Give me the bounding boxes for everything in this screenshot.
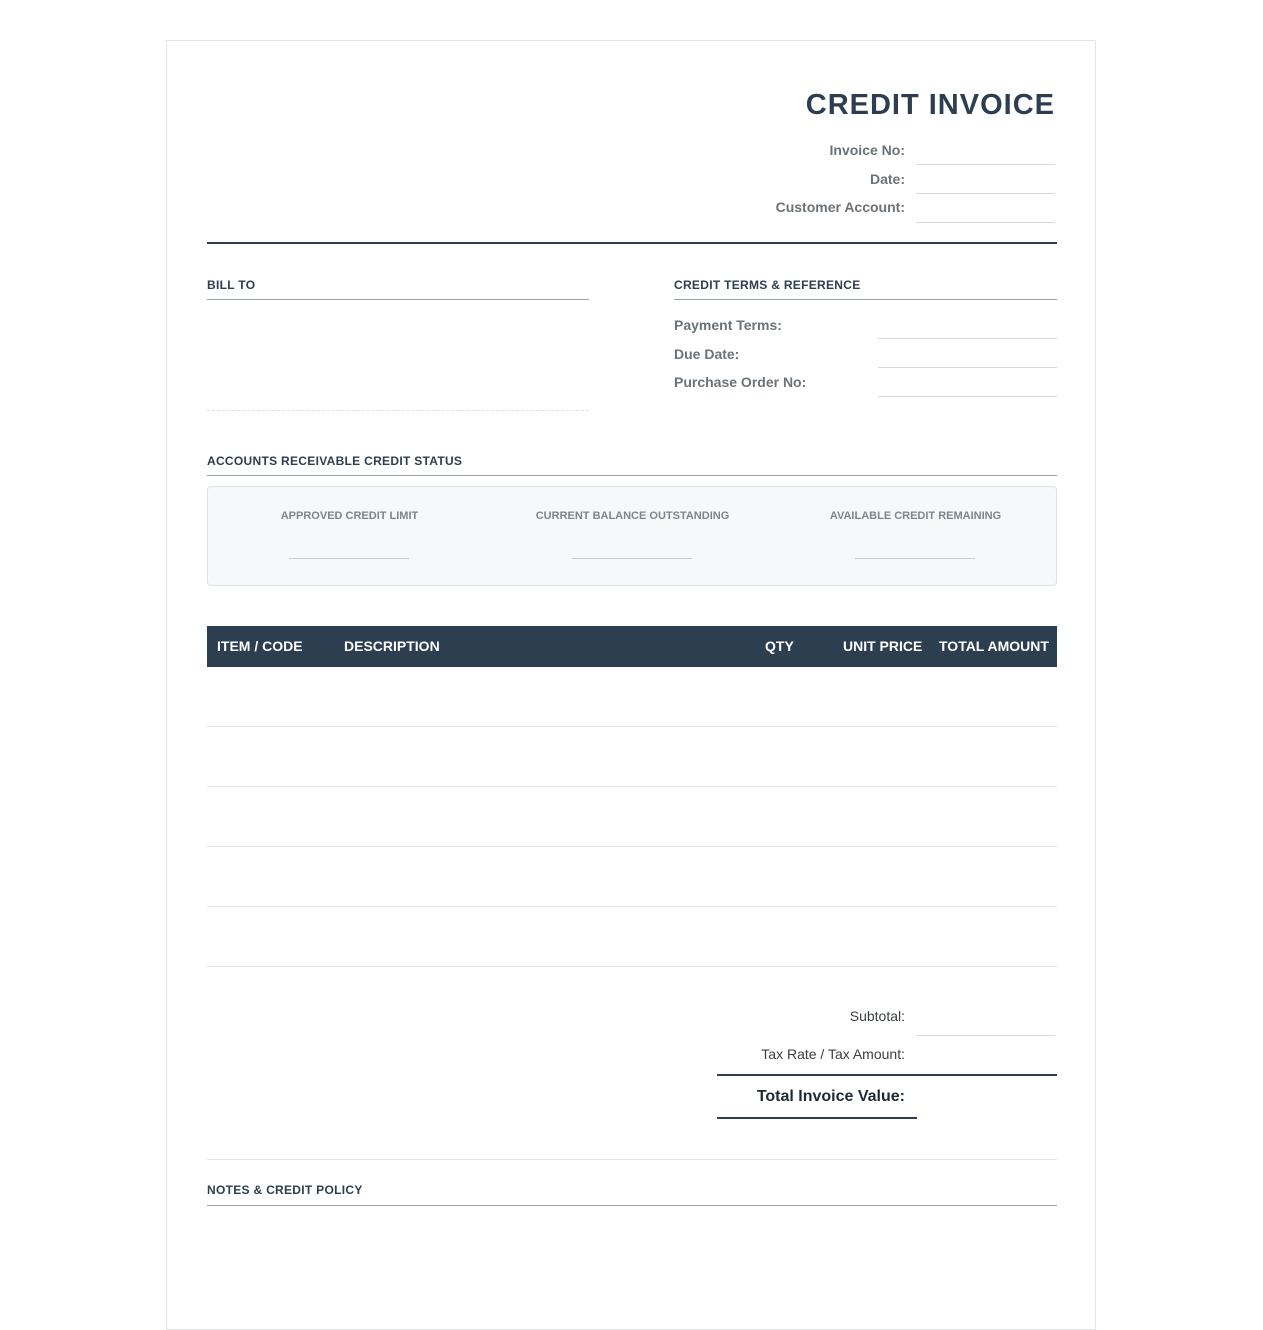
table-row[interactable] — [207, 727, 1057, 786]
table-row[interactable] — [207, 907, 1057, 966]
items-table-header — [207, 626, 1057, 667]
bill-to-heading: BILL TO — [207, 278, 256, 292]
payment-terms-field[interactable] — [878, 338, 1057, 339]
credit-terms-rule — [674, 299, 1057, 300]
credit-status-panel — [207, 486, 1057, 586]
current-balance-field[interactable] — [572, 558, 692, 559]
due-date-field[interactable] — [878, 367, 1057, 368]
column-qty: QTY — [765, 638, 794, 654]
payment-terms-label: Payment Terms: — [674, 317, 782, 333]
grand-total-top-rule — [717, 1074, 1057, 1076]
date-label: Date: — [869, 171, 905, 187]
customer-account-field[interactable] — [916, 222, 1055, 223]
current-balance-label: CURRENT BALANCE OUTSTANDING — [535, 510, 730, 522]
available-credit-label: AVAILABLE CREDIT REMAINING — [829, 510, 1002, 522]
notes-rule — [207, 1205, 1057, 1206]
bill-to-bottom-rule — [207, 410, 589, 411]
table-row[interactable] — [207, 847, 1057, 906]
purchase-order-label: Purchase Order No: — [674, 374, 807, 390]
bill-to-field[interactable] — [207, 303, 589, 407]
approved-credit-limit-field[interactable] — [289, 558, 409, 559]
tax-label: Tax Rate / Tax Amount: — [761, 1046, 905, 1062]
column-total-amount: TOTAL AMOUNT — [939, 638, 1049, 654]
table-row[interactable] — [207, 667, 1057, 726]
credit-terms-heading: CREDIT TERMS & REFERENCE — [674, 278, 861, 292]
bill-to-rule — [207, 299, 589, 300]
subtotal-field[interactable] — [916, 1035, 1055, 1036]
subtotal-label: Subtotal: — [849, 1008, 905, 1024]
invoice-no-label: Invoice No: — [829, 142, 905, 158]
table-row[interactable] — [207, 787, 1057, 846]
customer-account-label: Customer Account: — [775, 199, 905, 215]
due-date-label: Due Date: — [674, 346, 740, 362]
date-field[interactable] — [916, 193, 1055, 194]
purchase-order-field[interactable] — [878, 396, 1057, 397]
invoice-title: CREDIT INVOICE — [805, 89, 1055, 121]
credit-status-heading: ACCOUNTS RECEIVABLE CREDIT STATUS — [207, 454, 463, 468]
row-divider — [207, 966, 1057, 967]
notes-field[interactable] — [207, 1211, 1057, 1291]
notes-top-divider — [207, 1159, 1057, 1160]
column-item-code: ITEM / CODE — [217, 638, 303, 654]
approved-credit-limit-label: APPROVED CREDIT LIMIT — [280, 510, 419, 522]
credit-status-rule — [207, 475, 1057, 476]
approved-credit-limit — [208, 487, 491, 585]
available-credit-remaining — [774, 487, 1057, 585]
invoice-page — [166, 40, 1096, 1330]
grand-total-bottom-rule — [717, 1117, 917, 1119]
grand-total-label: Total Invoice Value: — [756, 1088, 905, 1105]
available-credit-field[interactable] — [855, 558, 975, 559]
column-unit-price: UNIT PRICE — [843, 638, 923, 654]
header-divider — [207, 242, 1057, 244]
notes-heading: NOTES & CREDIT POLICY — [207, 1183, 363, 1197]
current-balance-outstanding — [491, 487, 774, 585]
column-description: DESCRIPTION — [344, 638, 440, 654]
invoice-no-field[interactable] — [916, 164, 1055, 165]
